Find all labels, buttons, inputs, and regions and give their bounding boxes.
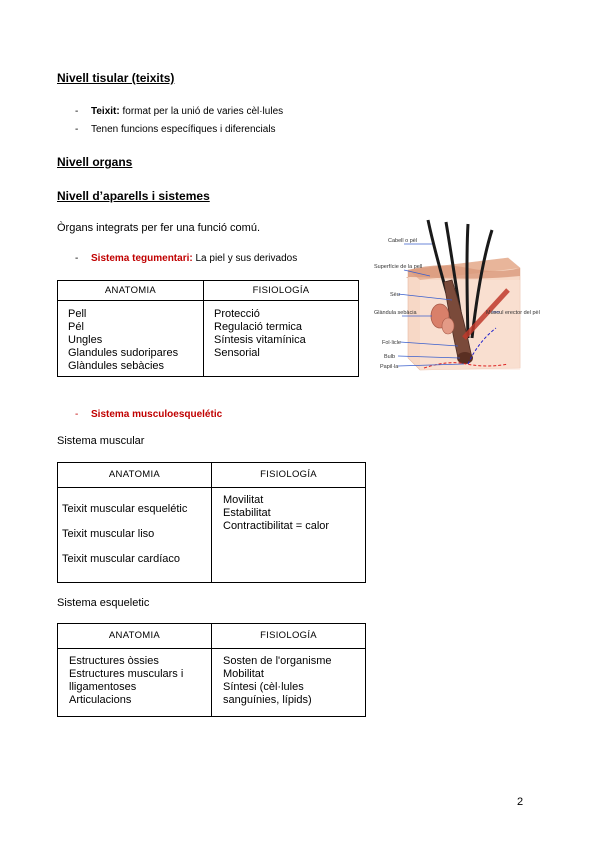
muscular-system-label: Sistema muscular — [57, 435, 145, 447]
label-papilla: Papil·la — [380, 364, 399, 370]
table-cell-text: Glandules sudoripares — [68, 347, 179, 359]
table-cell-text: Síntesis vitamínica — [214, 334, 306, 346]
table-cell-text: sanguínies, lípids) — [223, 694, 312, 706]
table-cell-text: Mobilitat — [223, 668, 264, 680]
systems-level-heading: Nivell d’aparells i sistemes — [57, 189, 210, 203]
tissue-level-heading: Nivell tisular (teixits) — [57, 71, 175, 85]
systems-intro-text: Òrgans integrats per fer una funció comú. — [57, 222, 260, 234]
table-header-anatomy: ANATOMIA — [58, 281, 204, 301]
musculoskeletal-heading — [75, 409, 222, 420]
list-item — [75, 106, 283, 117]
bullet-text: Tenen funcions específiques i diferencials — [91, 124, 276, 135]
physiology-cell — [212, 649, 366, 717]
skeletal-table — [57, 623, 366, 717]
page-number: 2 — [517, 796, 524, 808]
muscular-table — [57, 462, 366, 583]
anatomy-cell — [58, 488, 212, 583]
table-header-physiology: FISIOLOGÍA — [212, 463, 366, 488]
table-cell-text: Síntesi (cèl·lules — [223, 681, 304, 693]
skin-diagram — [368, 218, 540, 380]
sebaceous-gland-lobe — [442, 318, 454, 334]
label-seu: Sèu — [390, 292, 400, 298]
anatomy-cell — [58, 301, 204, 377]
bullet-dash: - — [75, 253, 79, 264]
integumentary-subtitle: La piel y sus derivados — [192, 253, 298, 264]
physiology-cell — [204, 301, 359, 377]
bullet-dash: - — [75, 106, 79, 117]
musculoskeletal-title: Sistema musculoesquelétic — [91, 409, 223, 420]
label-glandula: Glàndula sebàcia — [374, 310, 417, 316]
label-foliicle: Fol·licle — [382, 340, 401, 346]
table-cell-text: lligamentoses — [69, 681, 137, 693]
table-cell-text: Articulacions — [69, 694, 132, 706]
organs-level-heading: Nivell organs — [57, 155, 133, 169]
table-header-physiology: FISIOLOGÍA — [204, 281, 359, 301]
table-header-anatomy: ANATOMIA — [58, 624, 212, 649]
table-cell-text: Estructures òssies — [69, 655, 159, 667]
table-cell-text: Teixit muscular esquelétic — [62, 503, 188, 515]
anatomy-cell — [58, 649, 212, 717]
label-muscul: Múscul erector del pèl — [486, 310, 540, 316]
table-cell-text: Glàndules sebàcies — [68, 360, 165, 372]
table-cell-text: Pell — [68, 308, 87, 320]
label-bulb: Bulb — [384, 354, 396, 360]
table-cell-text: Movilitat — [223, 494, 264, 506]
table-header-physiology: FISIOLOGÍA — [212, 624, 366, 649]
bullet-dash: - — [75, 124, 79, 135]
skeletal-system-label: Sistema esqueletic — [57, 597, 150, 609]
table-cell-text: Estabilitat — [223, 507, 271, 519]
table-cell-text: Ungles — [68, 334, 103, 346]
table-cell-text: Protecció — [214, 308, 260, 320]
bullet-dash: - — [75, 409, 79, 420]
integumentary-heading — [75, 253, 297, 264]
table-cell-text: Teixit muscular cardíaco — [62, 553, 180, 565]
bullet-term: Teixit: — [91, 106, 120, 117]
table-cell-text: Teixit muscular liso — [62, 528, 155, 540]
table-cell-text: Estructures musculars i — [69, 668, 184, 680]
list-item — [75, 124, 276, 135]
label-cabell: Cabell o pèl — [388, 238, 418, 244]
table-cell-text: Sensorial — [214, 347, 260, 359]
table-cell-text: Sosten de l'organisme — [223, 655, 332, 667]
integumentary-table — [57, 280, 359, 377]
bullet-text: format per la unió de varies cèl·lules — [119, 106, 284, 117]
integumentary-title: Sistema tegumentari: — [91, 253, 193, 264]
table-cell-text: Pél — [68, 321, 84, 333]
table-cell-text: Contractibilitat = calor — [223, 520, 330, 532]
physiology-cell — [212, 488, 366, 583]
hair-strand — [467, 224, 468, 338]
label-superficie: Superfície de la pell — [374, 264, 423, 270]
table-header-anatomy: ANATOMIA — [58, 463, 212, 488]
table-cell-text: Regulació termica — [214, 321, 303, 333]
